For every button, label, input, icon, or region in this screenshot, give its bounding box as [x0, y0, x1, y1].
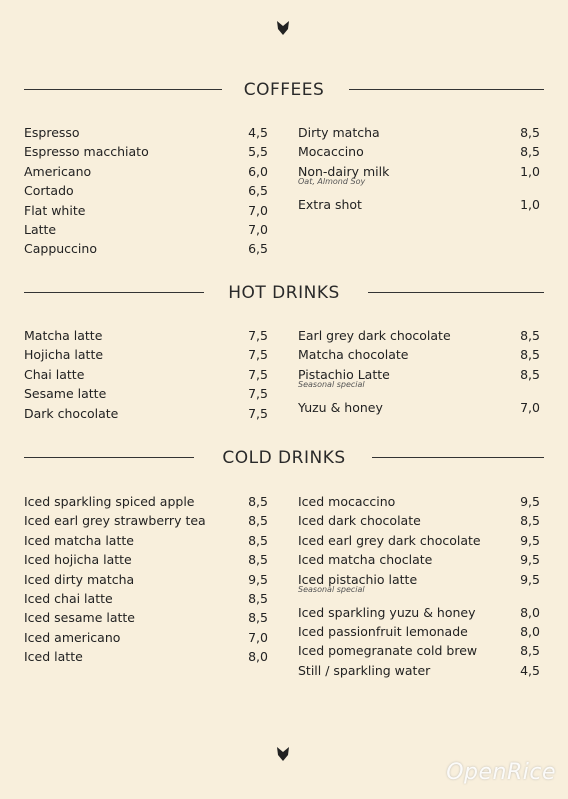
item-name: Espresso [24, 125, 80, 140]
hot-drinks-right-column [298, 326, 540, 417]
item-name: Iced passionfruit lemonade [298, 623, 468, 639]
menu-item [298, 531, 540, 550]
menu-item [24, 220, 268, 239]
item-name: Mocaccino [298, 144, 364, 160]
item-price: 1,0 [520, 163, 540, 179]
item-name: Iced pistachio latte [298, 571, 418, 587]
item-name: Pistachio Latte [298, 366, 390, 382]
item-name: Espresso macchiato [24, 144, 149, 160]
watermark: OpenRice [446, 760, 556, 785]
item-name: Still / sparkling water [298, 662, 431, 678]
menu-item [24, 550, 268, 569]
coffees-left-column [24, 123, 268, 259]
item-price: 8,5 [520, 643, 540, 659]
item-price: 8,0 [520, 623, 540, 639]
item-name: Earl grey dark chocolate [298, 328, 451, 343]
menu-item [24, 162, 268, 181]
menu-item [298, 622, 540, 641]
item-price: 7,5 [248, 328, 268, 343]
item-price: 9,5 [520, 532, 540, 548]
item-note: Oat, Almond Soy [298, 176, 366, 186]
menu-item [24, 326, 268, 345]
item-price: 8,5 [520, 347, 540, 363]
menu-item [24, 181, 268, 200]
item-price: 8,5 [248, 610, 268, 626]
item-price: 9,5 [520, 552, 540, 568]
menu-item [24, 608, 268, 627]
item-name: Flat white [24, 202, 86, 218]
item-price: 4,5 [520, 662, 540, 678]
hot-drinks-left-column [24, 326, 268, 423]
item-name: Yuzu & honey [298, 399, 383, 415]
section-title: COFFEES [243, 80, 325, 100]
menu-item [24, 589, 268, 608]
item-price: 8,5 [248, 513, 268, 529]
item-price: 9,5 [248, 571, 268, 587]
item-name: Latte [24, 221, 57, 237]
item-price: 7,5 [248, 405, 268, 421]
item-price: 6,0 [248, 163, 268, 179]
section-title: HOT DRINKS [228, 283, 340, 303]
fox-logo-icon [275, 20, 291, 36]
item-name: Iced earl grey strawberry tea [24, 513, 206, 529]
item-price: 8,5 [248, 590, 268, 606]
item-name: Iced hojicha latte [24, 552, 132, 568]
coffees-header [24, 78, 544, 102]
item-name: Matcha chocolate [298, 347, 409, 363]
item-name: Americano [24, 163, 92, 179]
item-price: 7,0 [520, 399, 540, 415]
item-name: Iced earl grey dark chocolate [298, 532, 481, 548]
item-name: Chai latte [24, 366, 85, 382]
item-name: Iced matcha choclate [298, 552, 433, 568]
menu-item [24, 492, 268, 511]
menu-item [298, 550, 540, 569]
divider-line [368, 292, 544, 293]
item-price: 8,5 [520, 125, 540, 140]
menu-item [24, 239, 268, 258]
item-name: Iced chai latte [24, 590, 113, 606]
menu-item [298, 511, 540, 530]
item-price: 9,5 [520, 571, 540, 587]
item-name: Iced pomegranate cold brew [298, 643, 478, 659]
menu-item [24, 531, 268, 550]
item-name: Iced latte [24, 649, 83, 665]
menu-item [298, 398, 540, 417]
item-price: 7,5 [248, 386, 268, 402]
item-price: 8,5 [248, 532, 268, 548]
menu-item [298, 661, 540, 680]
item-price: 9,5 [520, 494, 540, 509]
menu-item [24, 365, 268, 384]
item-name: Iced sparkling spiced apple [24, 494, 195, 509]
menu-item [298, 142, 540, 161]
menu-item [24, 142, 268, 161]
item-price: 4,5 [248, 125, 268, 140]
menu-item [24, 511, 268, 530]
item-price: 8,5 [248, 494, 268, 509]
item-price: 8,5 [520, 144, 540, 160]
item-price: 1,0 [520, 196, 540, 212]
item-name: Extra shot [298, 196, 362, 212]
item-name: Cortado [24, 183, 74, 199]
item-name: Dirty matcha [298, 125, 380, 140]
item-name: Non-dairy milk [298, 163, 390, 179]
item-price: 5,5 [248, 144, 268, 160]
menu-item [298, 162, 540, 195]
item-name: Iced dark chocolate [298, 513, 421, 529]
item-note: Seasonal special [298, 584, 365, 594]
menu-item [24, 201, 268, 220]
menu-item [24, 628, 268, 647]
item-price: 8,5 [520, 366, 540, 382]
item-price: 6,5 [248, 241, 268, 257]
menu-item [24, 647, 268, 666]
menu-item [298, 570, 540, 603]
hot-drinks-header [24, 281, 544, 305]
item-price: 7,0 [248, 221, 268, 237]
menu-item [24, 404, 268, 423]
menu-item [298, 345, 540, 364]
menu-item [298, 641, 540, 660]
item-price: 7,5 [248, 347, 268, 363]
item-name: Iced matcha latte [24, 532, 134, 548]
item-name: Iced dirty matcha [24, 571, 135, 587]
fox-logo-icon [275, 746, 291, 762]
item-name: Iced sesame latte [24, 610, 135, 626]
cold-drinks-left-column [24, 492, 268, 667]
item-name: Matcha latte [24, 328, 103, 343]
item-price: 7,5 [248, 366, 268, 382]
menu-item [298, 123, 540, 142]
item-name: Dark chocolate [24, 405, 119, 421]
item-price: 8,5 [520, 513, 540, 529]
item-name: Iced sparkling yuzu & honey [298, 604, 476, 620]
item-name: Hojicha latte [24, 347, 104, 363]
menu-item [298, 492, 540, 511]
item-price: 8,5 [520, 328, 540, 343]
item-note: Seasonal special [298, 379, 365, 389]
item-name: Sesame latte [24, 386, 107, 402]
divider-line [372, 457, 544, 458]
menu-item [298, 365, 540, 398]
menu-item [298, 195, 540, 214]
divider-line [349, 89, 544, 90]
item-price: 8,5 [248, 552, 268, 568]
item-price: 7,0 [248, 629, 268, 645]
item-name: Iced americano [24, 629, 121, 645]
menu-item [298, 603, 540, 622]
cold-drinks-right-column [298, 492, 540, 680]
item-price: 8,0 [248, 649, 268, 665]
menu-item [24, 345, 268, 364]
section-title: COLD DRINKS [222, 448, 346, 468]
item-name: Iced mocaccino [298, 494, 396, 509]
item-price: 6,5 [248, 183, 268, 199]
coffees-right-column [298, 123, 540, 214]
item-name: Cappuccino [24, 241, 97, 257]
cold-drinks-header [24, 446, 544, 470]
item-price: 7,0 [248, 202, 268, 218]
menu-item [24, 123, 268, 142]
menu-item [24, 384, 268, 403]
menu-item [24, 570, 268, 589]
menu-item [298, 326, 540, 345]
item-price: 8,0 [520, 604, 540, 620]
